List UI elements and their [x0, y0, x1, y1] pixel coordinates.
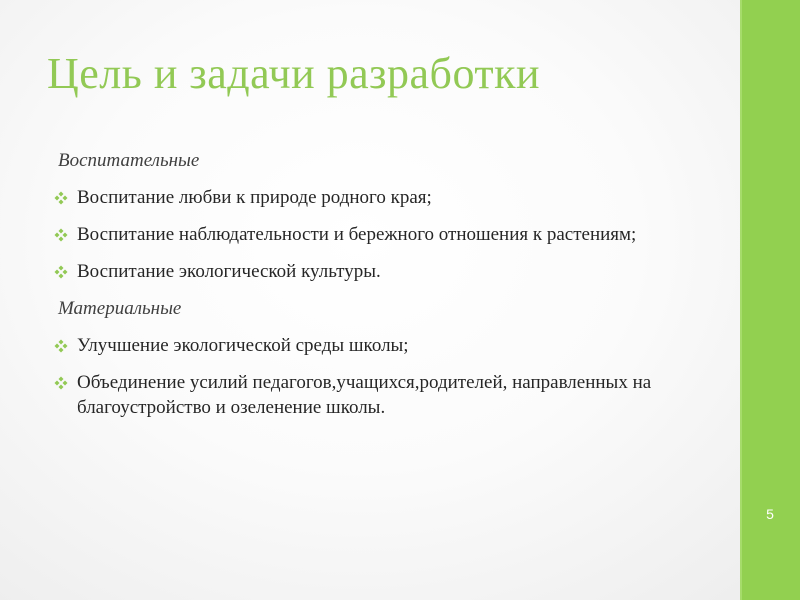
list-item: [54, 370, 694, 420]
section-heading-material: Материальные: [58, 298, 182, 319]
list-item: [54, 259, 694, 284]
list-item-text: Улучшение экологической среды школы;: [77, 335, 409, 356]
list-item: [54, 185, 694, 210]
section-heading-educational: Воспитательные: [58, 150, 200, 171]
list-item: [54, 333, 694, 358]
list-item-text: Объединение усилий педагогов,учащихся,родителей, направленных на благоустройство и озеленение школы.: [77, 372, 652, 418]
list-item: [54, 222, 694, 247]
list-item-text: Воспитание экологической культуры.: [77, 261, 381, 282]
accent-side-bar: [740, 0, 800, 600]
diamond-bullet-icon: [54, 191, 68, 205]
diamond-bullet-icon: [54, 376, 68, 390]
page-number: 5: [766, 506, 774, 522]
diamond-bullet-icon: [54, 265, 68, 279]
list-item-text: Воспитание наблюдательности и бережного отношения к растениям;: [77, 224, 637, 245]
diamond-bullet-icon: [54, 339, 68, 353]
slide-title: Цель и задачи разработки: [47, 49, 541, 98]
slide-content: [54, 148, 694, 432]
list-item-text: Воспитание любви к природе родного края;: [77, 187, 432, 208]
diamond-bullet-icon: [54, 228, 68, 242]
